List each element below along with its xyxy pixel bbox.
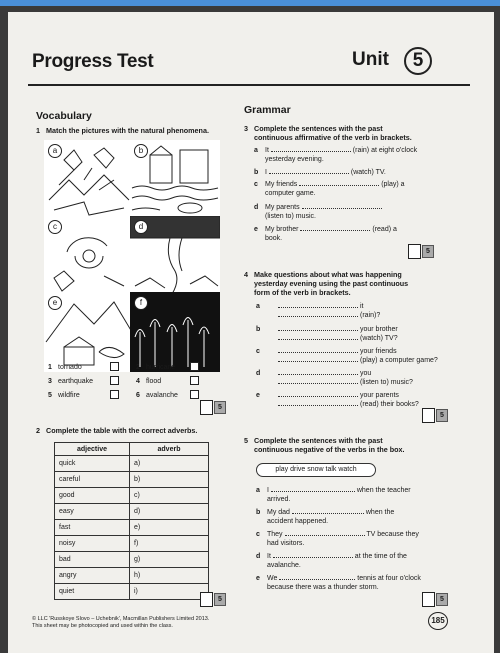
answer-box-wildfire[interactable] — [110, 390, 119, 399]
q3-item-b: b I (watch) TV. — [254, 169, 386, 176]
q2-instruction: 2 Complete the table with the correct adverbs. — [36, 426, 198, 435]
answer-blank[interactable] — [278, 339, 358, 340]
answer-blank[interactable] — [278, 352, 358, 353]
adjective-cell: good — [55, 488, 130, 504]
q5-item-b: b My dad when the accident happened. — [256, 509, 395, 525]
adverb-cell[interactable]: b) — [130, 472, 209, 488]
q5-item-d: d It at the time of the avalanche. — [256, 553, 407, 569]
adjective-cell: quick — [55, 456, 130, 472]
picture-a-earthquake — [44, 140, 134, 220]
photocopy-note: This sheet may be photocopied and used within the class. — [32, 623, 173, 629]
picture-label-d: d — [134, 220, 148, 234]
option-hurricane: 2 hurricane — [136, 364, 176, 371]
q2-max-score: 5 — [214, 593, 226, 606]
answer-blank[interactable] — [278, 316, 358, 317]
header-adverb: adverb — [130, 443, 209, 456]
q3-score-input[interactable] — [408, 244, 421, 259]
adverb-cell[interactable]: f) — [130, 536, 209, 552]
unit-number: 5 — [404, 47, 432, 75]
adverb-cell[interactable]: i) — [130, 584, 209, 600]
q1-score — [200, 400, 226, 415]
adverb-cell[interactable]: a) — [130, 456, 209, 472]
adverb-cell[interactable]: g) — [130, 552, 209, 568]
answer-box-avalanche[interactable] — [190, 390, 199, 399]
adverb-cell[interactable]: e) — [130, 520, 209, 536]
option-tornado: 1 tornado — [48, 364, 82, 371]
q4-item-b: b your brother (watch) TV? — [256, 326, 398, 342]
page-title: Progress Test — [32, 51, 154, 72]
q5-max-score: 5 — [436, 593, 448, 606]
q4-score-input[interactable] — [422, 408, 435, 423]
q1-instruction: 1 Match the pictures with the natural phenomena. — [36, 126, 209, 135]
page-number: 185 — [428, 612, 448, 630]
picture-b-flood — [130, 140, 220, 220]
answer-blank[interactable] — [269, 168, 349, 174]
copyright-line: © LLC 'Russkoye Slovo – Uchebnik', Macmillan Publishers Limited 2013. — [32, 616, 210, 622]
word-box: play drive snow talk watch — [256, 463, 376, 477]
q3-max-score: 5 — [422, 245, 434, 258]
option-earthquake: 3 earthquake — [48, 378, 94, 385]
picture-label-a: a — [48, 144, 62, 158]
vocabulary-heading: Vocabulary — [36, 110, 92, 122]
q5-item-c: c They TV because they had visitors. — [256, 531, 419, 547]
q3-item-a: a It (rain) at eight o'clock yesterday evening. — [254, 147, 418, 163]
header-rule — [28, 84, 470, 86]
header-adjective: adjective — [55, 443, 130, 456]
q5-score — [422, 592, 448, 607]
picture-d-tornado — [130, 216, 220, 296]
table-row — [55, 568, 209, 584]
q5-instruction: 5 Complete the sentences with the past continuous negative of the verbs in the box. — [244, 436, 405, 454]
q4-score — [422, 408, 448, 423]
answer-blank[interactable] — [279, 574, 355, 580]
q1-score-input[interactable] — [200, 400, 213, 415]
adjective-cell: angry — [55, 568, 130, 584]
q5-item-e: e We tennis at four o'clock because there was a thunder storm. — [256, 575, 421, 591]
copyright-footer — [32, 616, 209, 630]
option-flood: 4 flood — [136, 378, 162, 385]
q3-score — [408, 244, 434, 259]
adjective-cell: easy — [55, 504, 130, 520]
answer-box-earthquake[interactable] — [110, 376, 119, 385]
q2-score — [200, 592, 226, 607]
picture-c-hurricane — [44, 216, 134, 296]
answer-blank[interactable] — [299, 180, 379, 186]
table-row — [55, 536, 209, 552]
q4-item-d: d you (listen to) music? — [256, 370, 413, 386]
q4-item-e: e your parents (read) their books? — [256, 392, 419, 408]
answer-blank[interactable] — [302, 203, 382, 209]
q4-item-a: a it (rain)? — [256, 303, 381, 319]
answer-box-flood[interactable] — [190, 376, 199, 385]
answer-blank[interactable] — [273, 552, 353, 558]
q3-instruction: 3 Complete the sentences with the past continuous affirmative of the verb in brackets. — [244, 124, 412, 142]
unit-label: Unit — [352, 49, 389, 70]
answer-blank[interactable] — [278, 405, 358, 406]
grammar-heading: Grammar — [244, 104, 291, 116]
answer-blank[interactable] — [278, 396, 358, 397]
table-row — [55, 488, 209, 504]
q3-item-e: e My brother (read) a book. — [254, 226, 397, 242]
answer-box-tornado[interactable] — [110, 362, 119, 371]
q4-item-c: c your friends (play) a computer game? — [256, 348, 438, 364]
adjective-cell: fast — [55, 520, 130, 536]
answer-blank[interactable] — [271, 146, 351, 152]
answer-blank[interactable] — [285, 530, 365, 536]
q1-max-score: 5 — [214, 401, 226, 414]
picture-label-b: b — [134, 144, 148, 158]
top-bar — [0, 0, 500, 6]
q3-item-d: d My parents (listen to) music. — [254, 203, 382, 221]
answer-blank[interactable] — [292, 508, 364, 514]
q4-max-score: 5 — [436, 409, 448, 422]
answer-blank[interactable] — [278, 383, 358, 384]
adverb-cell[interactable]: c) — [130, 488, 209, 504]
answer-blank[interactable] — [278, 374, 358, 375]
table-row — [55, 456, 209, 472]
answer-blank[interactable] — [271, 486, 355, 492]
picture-label-e: e — [48, 296, 62, 310]
picture-e-avalanche — [44, 292, 134, 372]
q2-score-input[interactable] — [200, 592, 213, 607]
picture-label-c: c — [48, 220, 62, 234]
adjective-cell: quiet — [55, 584, 130, 600]
answer-box-hurricane[interactable] — [190, 362, 199, 371]
adjective-cell: bad — [55, 552, 130, 568]
answer-blank[interactable] — [278, 361, 358, 362]
q4-instruction: 4 Make questions about what was happening yesterday evening using the past continuous form of the verb in brackets. — [244, 270, 409, 297]
adverb-table — [54, 442, 209, 600]
q5-item-a: a I when the teacher arrived. — [256, 487, 411, 503]
table-header-row — [55, 443, 209, 456]
table-row — [55, 552, 209, 568]
table-row — [55, 584, 209, 600]
picture-f-wildfire — [130, 292, 220, 372]
picture-label-f: f — [134, 296, 148, 310]
q5-score-input[interactable] — [422, 592, 435, 607]
table-row — [55, 472, 209, 488]
adjective-cell: noisy — [55, 536, 130, 552]
adjective-cell: careful — [55, 472, 130, 488]
table-row — [55, 520, 209, 536]
table-row — [55, 504, 209, 520]
q3-item-c: c My friends (play) a computer game. — [254, 181, 405, 197]
adverb-cell[interactable]: d) — [130, 504, 209, 520]
answer-blank[interactable] — [278, 330, 358, 331]
answer-blank[interactable] — [300, 225, 370, 231]
adverb-cell[interactable]: h) — [130, 568, 209, 584]
answer-blank[interactable] — [278, 307, 358, 308]
option-avalanche: 6 avalanche — [136, 392, 178, 399]
option-wildfire: 5 wildfire — [48, 392, 80, 399]
